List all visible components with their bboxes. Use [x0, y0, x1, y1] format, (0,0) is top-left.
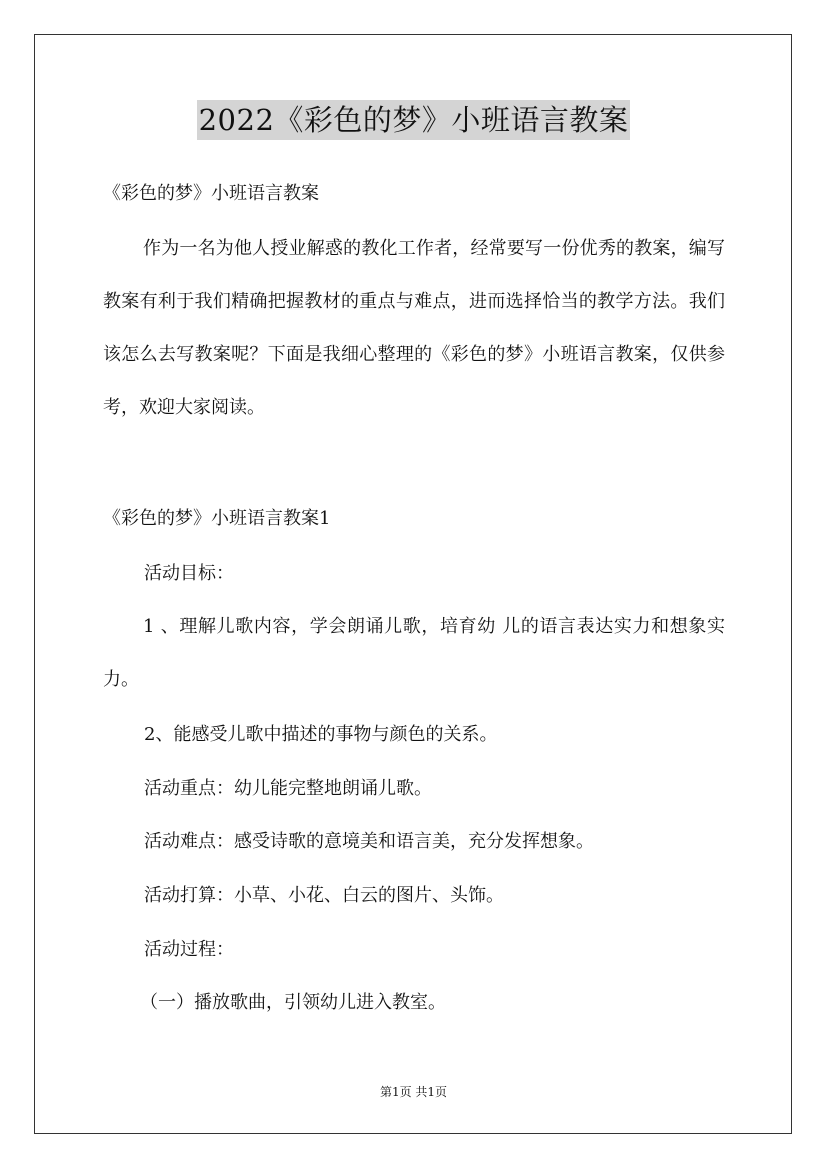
section-heading: 《彩色的梦》小班语言教案1: [103, 508, 331, 529]
preparation-line: 活动打算：小草、小花、白云的图片、头饰。: [144, 885, 504, 906]
document-subtitle: 《彩色的梦》小班语言教案: [103, 183, 319, 204]
key-point-line: 活动重点：幼儿能完整地朗诵儿歌。: [144, 778, 432, 799]
title-container: [0, 100, 827, 140]
process-label: 活动过程：: [144, 939, 234, 960]
goals-label: 活动目标：: [144, 563, 234, 584]
difficulty-line: 活动难点：感受诗歌的意境美和语言美，充分发挥想象。: [144, 831, 594, 852]
goal-2-line: 2、能感受儿歌中描述的事物与颜色的关系。: [144, 724, 498, 745]
intro-paragraph: 作为一名为他人授业解惑的教化工作者，经常要写一份优秀的教案，编写教案有利于我们精确把握教材的重点与难点，进而选择恰当的教学方法。我们该怎么去写教案呢？下面是我细心整理的《彩色的梦》小班语言教案，仅供参考，欢迎大家阅读。: [103, 238, 725, 418]
goal-1-paragraph: 1 、理解儿歌内容，学会朗诵儿歌，培育幼 儿的语言表达实力和想象实力。: [103, 616, 725, 690]
page-number-footer: 第1页 共1页: [379, 1085, 448, 1099]
document-title: 2022《彩色的梦》小班语言教案: [197, 100, 631, 140]
process-step-1: （一）播放歌曲，引领幼儿进入教室。: [140, 992, 446, 1013]
